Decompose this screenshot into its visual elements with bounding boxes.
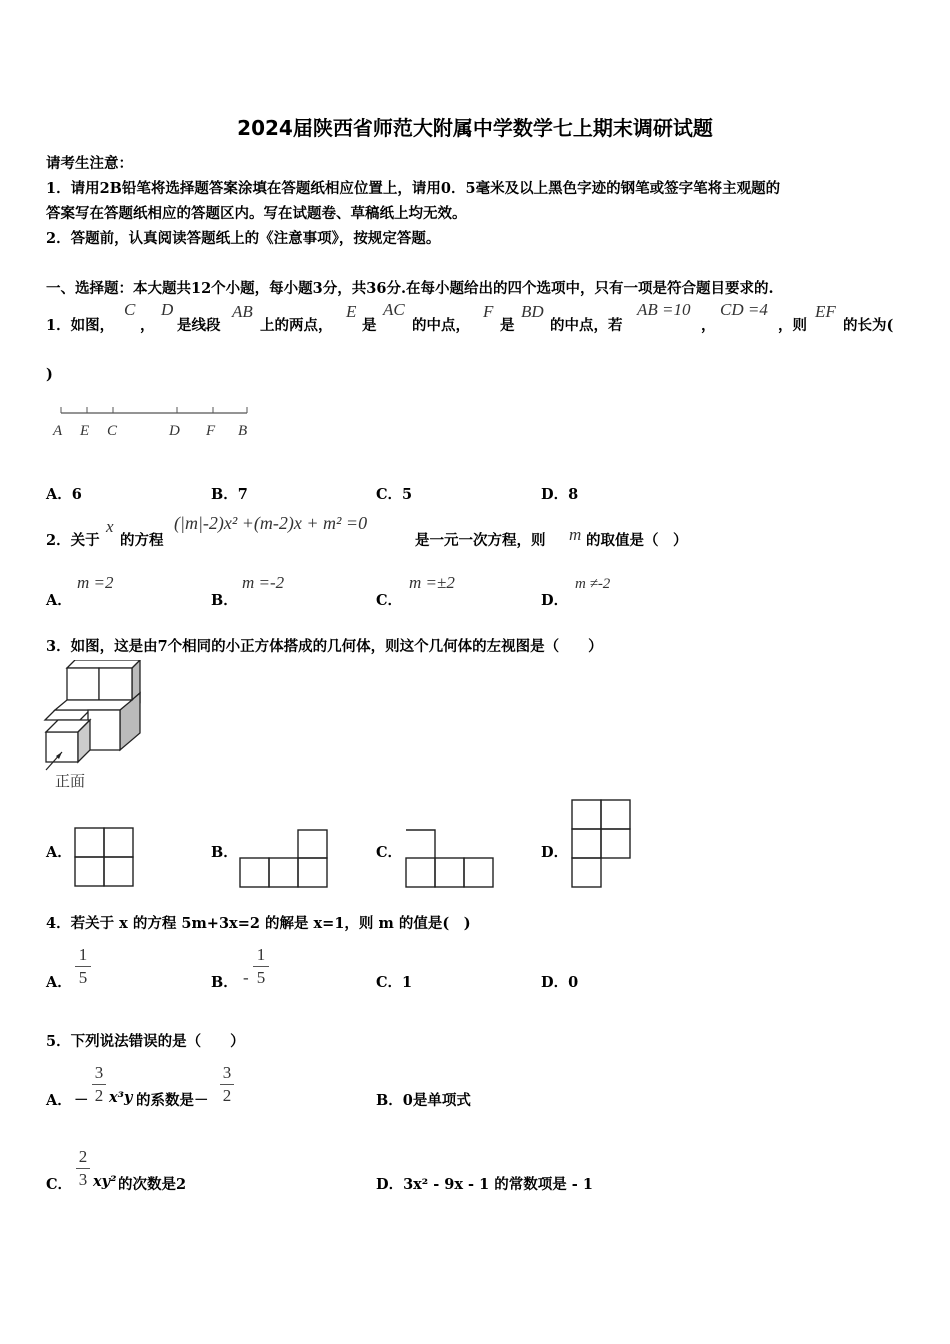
q5-option-c-text: 的次数是2 [118,1176,187,1193]
label-d: D [169,423,180,439]
q3-option-d-figure [570,799,632,889]
q1-var-ef: EF [815,302,836,321]
notes-line-3: 2．答题前，认真阅读答题纸上的《注意事项》，按规定答题。 [46,230,441,247]
q1-var-ab: AB [232,302,253,321]
section-heading: 一、选择题：本大题共12个小题，每小题3分，共36分.在每小题给出的四个选项中，只有一项是符合题目要求的. [46,280,774,297]
q2-var-x: x [106,517,114,536]
q2-option-a-label[interactable]: A． [46,592,72,609]
q1-option-b[interactable]: B．7 [211,486,248,503]
q1-var-d: D [161,300,174,319]
q1-text-8: 的长为( [843,317,894,334]
q3-option-a-label[interactable]: A． [46,844,72,861]
q3-option-b-figure [238,829,330,889]
q1-var-ac: AC [383,300,405,319]
q5-option-a-sign: － [74,1092,89,1109]
q1-var-c: C [124,300,136,319]
q1-var-e: E [346,302,357,321]
q4-option-c[interactable]: C．1 [376,974,413,991]
q3-front-label: 正面 [55,772,86,790]
q2-text-1: 的方程 [120,532,164,549]
label-b: B [238,423,248,439]
q1-text-4: 的中点， [412,317,470,334]
q3-option-d-label[interactable]: D． [541,844,569,861]
q5-option-a-term: x³y [109,1089,133,1106]
q4-option-d[interactable]: D．0 [541,974,579,991]
q1-close-paren: ) [46,366,53,383]
q2-number: 2．关于 [46,532,100,549]
q2-option-d-label[interactable]: D． [541,592,569,609]
q4-option-b-label[interactable]: B． [211,974,238,991]
q3-option-b-label[interactable]: B． [211,844,238,861]
q5-option-c-fraction: 2 3 [76,1147,90,1190]
q4-option-a-label[interactable]: A． [46,974,72,991]
q1-sep: ， [140,317,155,334]
q4-text: 4．若关于 x 的方程 5m+3x=2 的解是 x=1，则 m 的值是( ) [46,915,471,932]
q2-text-3: 的取值是（ ） [586,532,688,549]
q1-var-bd: BD [521,302,544,321]
q4-option-b-sign: - [243,968,249,987]
q3-option-c-figure [404,829,496,889]
q2-option-a-value: m =2 [77,573,114,592]
q1-text-1: 是线段 [177,317,221,334]
notes-heading: 请考生注意： [46,155,133,172]
q1-text-5: 是 [500,317,515,334]
q1-option-c[interactable]: C．5 [376,486,413,503]
q4-option-a-fraction: 1 5 [75,945,91,988]
q5-option-a-fraction: 3 2 [92,1063,106,1106]
q5-option-c-label[interactable]: C． [46,1176,73,1193]
q1-sep-2: ， [701,317,716,334]
q1-eq-ab: AB =10 [637,300,691,319]
notes-line-1: 1．请用2B铅笔将选择题答案涂填在答题纸相应位置上，请用0．5毫米及以上黑色字迹的钢笔或签字笔将主观题的 [46,180,781,197]
q2-text-2: 是一元一次方程，则 [415,532,546,549]
q1-eq-cd: CD =4 [720,300,768,319]
q1-option-a[interactable]: A．6 [46,486,82,503]
q5-option-a-label[interactable]: A． [46,1092,72,1109]
q1-text-3: 是 [362,317,377,334]
q5-option-b[interactable]: B．0是单项式 [376,1092,471,1109]
q1-text-7: ，则 [778,317,807,334]
q2-equation: (|m|-2)x² +(m-2)x + m² =0 [174,513,368,533]
q2-option-c-label[interactable]: C． [376,592,403,609]
q1-option-d[interactable]: D．8 [541,486,579,503]
q5-option-d[interactable]: D．3x² - 9x - 1 的常数项是 - 1 [376,1176,593,1193]
q2-var-m: m [569,525,582,544]
q1-text-6: 的中点，若 [550,317,623,334]
q2-option-b-label[interactable]: B． [211,592,238,609]
q3-option-c-label[interactable]: C． [376,844,403,861]
q3-text: 3．如图，这是由7个相同的小正方体搭成的几何体，则这个几何体的左视图是（ ） [46,638,603,655]
label-f: F [206,423,216,439]
q2-option-d-value: m ≠-2 [575,576,611,592]
q1-segment-figure [50,402,260,442]
q2-option-b-value: m =-2 [242,573,285,592]
label-a: A [53,423,63,439]
q2-option-c-value: m =±2 [409,573,455,592]
q5-option-a-fraction-2: 3 2 [220,1063,234,1106]
q5-option-c-term: xy² [93,1173,117,1190]
q4-option-b-fraction: 1 5 [253,945,269,988]
q1-var-f: F [483,302,494,321]
q5-text: 5．下列说法错误的是（ ） [46,1033,245,1050]
notes-line-2: 答案写在答题纸相应的答题区内。写在试题卷、草稿纸上均无效。 [46,205,467,222]
q3-option-a-figure [74,827,136,889]
q1-text-2: 上的两点， [260,317,333,334]
q5-option-a-text: 的系数是－ [136,1092,209,1109]
q1-number: 1．如图， [46,317,115,334]
page-title: 2024届陕西省师范大附属中学数学七上期末调研试题 [237,116,713,140]
label-c: C [107,423,118,439]
label-e: E [80,423,90,439]
